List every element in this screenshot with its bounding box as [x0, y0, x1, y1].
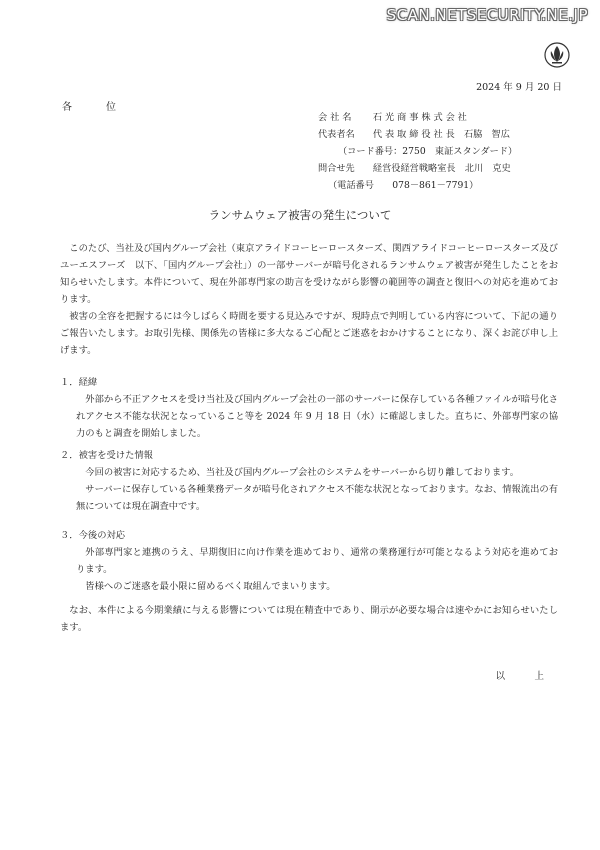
- representative-label: 代表者名: [318, 129, 355, 140]
- ending-mark: 以 上: [495, 671, 554, 682]
- intro-paragraph: このたび、当社及び国内グループ会社（東京アライドコーヒーロースターズ、関西アライドコーヒーロースターズ及びユーエスフーズ 以下、「国内グループ会社」）の一部サーバーが暗号化されるランサムウェア被害が発生したことをお知らせいたします。本件について、現在外部専門家の助言を受けながら影響の範囲等の調査と復旧への対応を進めております。: [60, 243, 558, 305]
- section-heading: ３．今後の対応: [60, 530, 126, 541]
- site-watermark: SCAN.NETSECURITY.NE.JP: [386, 6, 588, 24]
- section-heading: １．経緯: [60, 377, 98, 388]
- section-paragraph: サーバーに保存している各種業務データが暗号化されアクセス不能な状況となっております。なお、情報流出の有無については現在調査中です。: [76, 484, 558, 512]
- sender-block: [318, 109, 578, 194]
- section-paragraph: 外部から不正アクセスを受け当社及び国内グループ会社の一部のサーバーに保存している各種ファイルが暗号化されアクセス不能な状況となっていること等を 2024 年 9 月 18 日（水）に確認しました。直ちに、外部専門家の協力のもと調査を開始しました。: [76, 394, 558, 439]
- phone-number: （電話番号 078－861－7791）: [328, 180, 479, 191]
- section-paragraph: 皆様へのご迷惑を最小限に留めるべく取組んでまいります。: [85, 581, 336, 592]
- intro-paragraph: 被害の全容を把握するには今しばらく時間を要する見込みですが、現時点で判明している内容について、下記の通りご報告いたします。お取引先様、関係先の皆様に多大なるご心配とご迷惑をおかけすることになり、深くお詫び申し上げます。: [60, 311, 558, 356]
- representative-row: [318, 126, 578, 143]
- intro-section: [60, 240, 558, 359]
- section-damage: [60, 447, 558, 515]
- company-row: [318, 109, 578, 126]
- document-date: 2024 年 9 月 20 日: [476, 82, 562, 93]
- company-label: 会 社 名: [318, 112, 352, 123]
- contact-row: [318, 160, 578, 177]
- section-history: [60, 374, 558, 442]
- section-paragraph: 今回の被害に対応するため、当社及び国内グループ会社のシステムをサーバーから切り離しております。: [85, 467, 519, 478]
- addressee: 各 位: [62, 102, 128, 113]
- closing-note: なお、本件による今期業績に与える影響については現在精査中であり、開示が必要な場合は速やかにお知らせいたします。: [60, 605, 558, 633]
- document-title: ランサムウェア被害の発生について: [208, 208, 392, 222]
- company-logo-icon: [544, 42, 570, 68]
- stock-code: （コード番号：2750 東証スタンダード）: [338, 146, 518, 157]
- section-paragraph: 外部専門家と連携のうえ、早期復旧に向け作業を進めており、通常の業務運行が可能となるよう対応を進めております。: [76, 547, 558, 575]
- closing-note-section: [60, 602, 558, 636]
- contact-person: 経営役経営戦略室長 北川 克史: [372, 163, 511, 174]
- section-heading: ２．被害を受けた情報: [60, 450, 153, 461]
- company-name: 石 光 商 事 株 式 会 社: [372, 112, 467, 123]
- contact-label: 問合せ先: [318, 163, 355, 174]
- section-future: [60, 527, 558, 595]
- representative-name: 代 表 取 締 役 社 長 石脇 智広: [372, 129, 510, 140]
